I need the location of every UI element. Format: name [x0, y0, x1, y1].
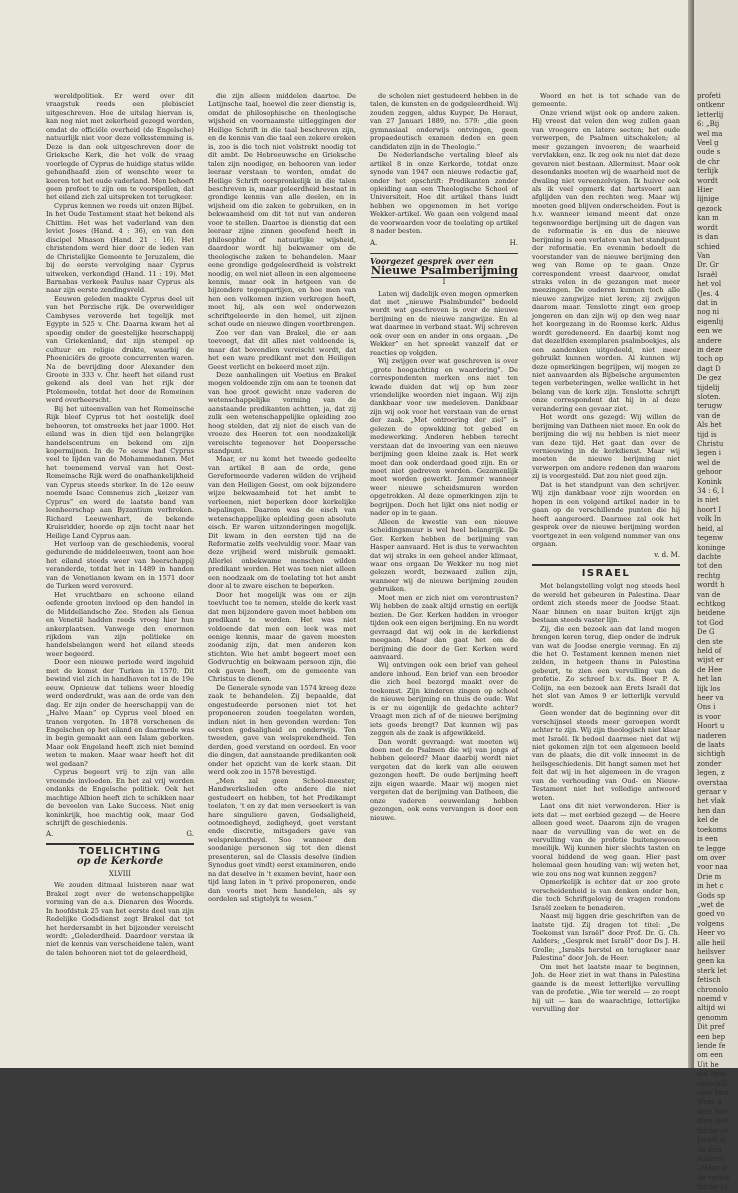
- paragraph: Cyprus begeert vrij te zijn van alle vreemde invloeden. En het zal vrij worden ondanks de Engelsche politiek. Ook het machtige Albion heeft zich te schikken naar de beveelen van Lake Success. Niet enig koninkrijk, hoe machtig ook, maar God schrijft de geschiedenis.: [46, 768, 194, 827]
- paragraph: Door het mogelijk was om er zijn toevlucht toe te nemen, stelde de kerk vast dat men bijzondere gaven moet hebben om predikant te worden. Het was niet voldoende dat men een leek was met eenige kennis, maar de gaven moesten zoodanig zijn, dat men anderen kon stichten. Wie het ambt begeert moet een Godvruchtig en bekwaam persoon zijn, die ook gaven heeft, om de gemeente van Christus te dienen.: [208, 590, 356, 684]
- article-title-line2: [370, 263, 518, 277]
- adjacent-page-fragment: [694, 0, 738, 1192]
- column-1: [46, 92, 194, 957]
- paragraph: Het wordt ons gezegd: Wij willen de berijming van Datheen niet meer. En ook de berijming die wij nu hebben is niet meer van deze tijd. Het gaat dan over de vernieuwing in de kerkdienst. Maar wij moeten de nieuwe berijming niet verwerpen om andere redenen dan waarom zij is voorgesteld. Dat zou niet goed zijn.: [532, 413, 680, 481]
- paragraph: Laat ons dit niet verwonderen. Hier is iets dat — met eerbied gezegd — de Heere alleen goed weet. Daarom zijn de vragen naar de vervulling van de wet en de vervulling van de profetie buitengewoon moeilijk. Wij kunnen hier slechts tasten en vooral biddend de weg gaan. Hier past helemaal geen houding van: wij weten het, wie zou ons nog wat kunnen zeggen?: [532, 802, 680, 878]
- paragraph: Geen wonder dat de beginning over dit verschijnsel steeds meer geroepen wordt achter te zijn. Wij zijn theologisch niet klaar met Israël. Ik bedoel daarmee niet dat wij niet gekomen zijn tot een algemeen beeld van de plaats, die dit volk inneemt in de heilsgeschiedenis. Dit hangt samen met het feit dat wij in het algemeen in de vragen van de verhouding van Oud- en Nieuw-Testament niet het volledige antwoord weten.: [532, 709, 680, 802]
- section-title: TOELICHTING: [78, 845, 162, 857]
- col3-paragraphs: [370, 92, 518, 236]
- paragraph: Door een nieuwe periode werd ingeluid met de komst der Turken in 1570. Dit bewind viel zich in handhaven tot in de 19e eeuw. Opnieuw dat teliens weer bloedig werd onderdrukt, was aan de orde van den dag. Er zijn onder de heerschappij van de „Halve Maan” op Cyprus veel bloed en tranen vergoten. In 1878 verschenen de Engelschen op het eiland en daarmede was in begin gemaakt aan een Islam geborken. Maar ook Engeland heeft zich niet bemind weten te maken. Maar waar heeft het dit wel gedaan?: [46, 658, 194, 768]
- paragraph: Wij zwijgen over wat geschreven is over „grote hoogachting en waardering”. De correspondenten merken ons niet ten kwade duiden dat wij op hun zeer vriendelijke woorden niet ingaan. Wij zijn dankbaar voor uw medeleven. Dankbaar zijn wij ook voor het verstaan van de ernst der zaak. „Met ontroering der ziel” is gelezen de opwekking tot gebed en medewerking. Anderen hebben terecht verstaan dat de invoering van een nieuwe berijming geen kleine zaak is. Het werk moet dan ook onderdaad goed zijn. En er moet niet gedreven worden. Gezamenlijk moet worden gewerkt. Jammer wanneer weer nieuwe scheidsmuren worden opgetrokken. Al deze opmerkingen zijn te begrijpen. Doch het lijkt ons niet nodig er nader op in te gaan.: [370, 357, 518, 518]
- paragraph: Het verloop van de geschiedenis, vooral gedurende de middeleeuwen, toont aan hoe het eiland steeds weer van heerschappij veranderde, totdat het in 1489 in handen van de Venetianen kwam en in 1571 door de Turken werd veroverd.: [46, 540, 194, 591]
- col2-paragraphs: [208, 92, 356, 904]
- col1-paragraphs: [46, 92, 194, 827]
- col3-signature: [370, 239, 518, 247]
- article-title-text: Nieuwe Psalmberijming: [370, 263, 518, 277]
- col4-israel-paragraphs: [532, 582, 680, 1013]
- paragraph: Alleen de kwestie van een nieuwe scheidingsmuur is wel heel belangrijk. De Ger. Kerken hebben de berijming van Hasper aanvaard. Het is dus te verwachten dat wij straks in een geheel ander klimaat, waar ons orgaan De Wekker nu nog niet gelezen wordt, bezwaard zullen zijn, wanneer wij de nieuwe berijming zouden gebruiken.: [370, 517, 518, 594]
- paragraph: Laten wij dadelijk even mogen opmerken dat met „nieuwe Psalmbundel” bedoeld wordt wat geschreven is over de nieuwe berijming en de nieuwe zangwijze. En al wat daarmee in verband staat. Wij schreven ook over een en ander in ons orgaan. „De Wekker” en het spreekt vanzelf dat er reacties op volgden.: [370, 289, 518, 357]
- column-3: [370, 92, 518, 822]
- paragraph: Opmerkelijk is echter dat er zoo grote verscheidenheid is van denken onder hen, die toch Schriftgelovig de vragen rondom Israël zoeken te benaderen.: [532, 878, 680, 912]
- col4-paragraphs: [532, 92, 680, 548]
- paragraph: Moet men er zich niet om verontrusten? Wij hebben de zaak altijd ernstig en eerlijk bezien. De Ger. Kerken hadden in vroeger tijden ook een eigen berijming. En nu wordt gevraagd dat wij ook in de kerkdienst meegaan. Maar dan gaat het om de berijming die door de Ger. Kerken werd aanvaard.: [370, 593, 518, 661]
- sig-left: A.: [46, 830, 54, 839]
- israel-rule: [532, 564, 680, 566]
- adjacent-page-text: profeti ontkenr letterlij 6: „Bij wel ma Veel g oude s de chr terlijk wordt Hier lijnige gezock kan m wordt is dan schied Van Dr. Gr Israël het vol (Jes. 4 dat in nog ni eigenlij een we andere in deze toch op dagt D De gez tijdelij sloten. terugw van de Als het tijd is Christu legen i wel de gehoor Konink 34 : 6, l is niet hoort I volk In heid, al tegenw koninge dachte tot den rechtg wordt h van de echtkog beidene tot God De G den ste held of wijst er de Hee het lan lijk los heer va Ons i is voor Hoort u naderen de laats sichtigh zonder legen, z overstaa geraar v het vlak hen dan kel de toekoms is een te legge om over voor naa Drie m in het c Gods sp „wet de goed vo volgens Heer vo alle heil heilsver geen ka sterk let fetisch chronolo noemd v altijd wi genomm Dit pref een bep lende fe om een Uit he dat beid verschill over Isra Weer a ders bov dien stel tische pe Israël al de Kna Aalders „Maar w de verwe tische to: [697, 92, 730, 1192]
- col4-signature: [532, 551, 680, 559]
- col1-section-paragraphs: [46, 881, 194, 957]
- article-number: I: [442, 278, 446, 287]
- col3-article-paragraphs: [370, 290, 518, 823]
- paragraph: „Men zal geen School-meester, Handwerkslieden ofte andere die niet gestudeert en hebben, tot het Predikampt toelaten, 't en zy dat men verseekert is van hare singuliere gaven, Godsaligheid, ootmoedigheyd, zedigheyd, goet verstant ende discretie, mitsgaders gave van welsprekentheyd. Soo wanneer den soodanige personen sig tot den dienst presenteren, sal de Classis deselve (indien Synodus goet vindt) eerst examineren, ende na dat deselve in 't examen bevint, haer een tijd lang laten in 't privé proponeren, ende dan voorts met hem handelen, als sy oordelen sal stigtelyk te wesen.”: [208, 776, 356, 904]
- paragraph: Zij, die een bezoek aan dat land mogen brengen keren terug, diep onder de indruk van wat de Joodse energie vermag. En zij die het O. Testament kennen menen niet zelden, in hetgeen thans in Palestina gebeurt, te zien een vervulling van de profetie. Zo schreef b.v. ds. Beer P. A. Colijn, na een bezoek aan Erets Israël dat het slot van Amos 9 er letterlijk vervuld wordt.: [532, 624, 680, 709]
- article-rule: [370, 253, 518, 254]
- article-title-line1: Voorgezet gesprek over een: [370, 256, 494, 267]
- column-2: [208, 92, 356, 904]
- section-rule: [46, 843, 194, 845]
- paragraph: wereldpolitiek. Er werd over dit vraagstuk reeds een plebisciet uitgeschreven. Hoe de uitslag hiervan is, kan nog niet met zekerheid gezegd worden, omdat de officiële overheid (de Engelsche) natuurlijk niet voor deze volksstemming is. Deze is dan ook uitgeschreven door de Grieksche Kerk, die het volk de vraag voorlegde of Cyprus de huidige status wilde gehandhaafd zien of wenschte weer te keeren tot het oude vaderland. Men behoeft geen profeet te zijn om te voorspellen, dat het eiland zich zal uitspreken tot terugkeer.: [46, 92, 194, 202]
- section-subtitle: op de Kerkorde: [76, 856, 164, 868]
- sig-author: v. d. M.: [654, 551, 680, 560]
- paragraph: Eeuwen geleden maakte Cyprus deel uit van het Perzische rijk. De overweldiger Cambyses veroverde het tegelijk met Egypte in 525 v. Chr. Daarna kwam het al spoedig onder de geestelijke heerschappij van Griekenland, dat zijn stempel op cultuur en religie drukte, waarbij de Phoeniciërs de groote concurrenten waren. Na de bevrijding door Alexander den Groote in 333 v. Chr. heeft het eiland rust gekend als deel van het rijk der Ptolemeeën, totdat het door de Romeinen werd overheerscht.: [46, 294, 194, 405]
- sig-left: A.: [370, 238, 378, 247]
- paragraph: Om met het laatste maar te beginnen, Joh. de Heer ziet in wat thans in Palestina gaande is de meest letterlijke vervulling van de profetie. „Wie ter wereld — zo roept hij uit — kan de waarachtige, letterlijke vervulling der: [532, 962, 680, 1014]
- paragraph: Naast mij liggen drie geschriften van de laatste tijd. Zij dragen tot titel: „De Toekomst van Israël” door Prof. Dr. G. Ch. Aalders; „Gesprek met Israël” door Ds J. H. Grolle; „Israëls herstel en terugkeer naar Palestina” door Joh. de Heer.: [532, 912, 680, 963]
- paragraph: Onze vriend wijst ook op andere zaken. Hij vreest dat velen den weg zullen gaan van vroegere en latere secten; het oude verwerpen, de Psalmen uitschakelen; al meer gezangen invoeren; de waarheid vervlakken, enz. Ik zeg ook nu niet dat deze gevaren niet bestaan. Allerminst. Maar ook desondanks moeten wij de waarheid met de dwaling niet vereenzelvigen. Ik huiver ook als ik veel opmerk dat hartsvoert aan afglijden van den rechten weg. Maar wij moeten goed blijven onderscheiden. Fout is h.v. wanneer iemand meent dat onze tegenwoordige berijming uit de dagen van de reformatie is en dus de nieuwe berijming is een verlaten van het standpunt der reformatie. En evenmin bedoelt de voorstander van de nieuwe berijming den weg van Rome op te gaan. Onze correspondent vreest daarvoor, omdat straks velen in de gezangen met meer meezingen. De ouderen kunnen toch alle nieuwe zangwijze niet leren; zij zwijgen daarom maar. Tenslotte zingt een groep jongeren en dan zijn wij op den weg naar het koorgezang in de Roomse kerk. Aldus wordt geredeneerd. En daarbij komt nog dat dezelfden exemplaren psalmboekjes, als een aandenken uitgedeeld, niet meer gebruikt kunnen worden. Al kunnen wij deze opmerkingen begrijpen, wij mogen ze niet aanvaarden als Bijbelsche argumenten tegen verbeteringen, welke wellicht in het belang van de kerk zijn. Tenslotte schrijft onze correspondent dat hij in al deze verandering een gevaar ziet.: [532, 108, 680, 413]
- col1-signature: [46, 830, 194, 838]
- column-4: [532, 92, 680, 1013]
- section-number: XLVIII: [108, 869, 132, 878]
- paragraph: de scholen niet gestudeerd hebben in de talen, de kunsten en de godgeleerdheid. Wij zouden zeggen, aldus Kuyper, De Heraut, van 27 Januari 1889, no. 579: „die geen gymnasiaal onderwijs ontvingen, geen propaedeutisch examen deden en geen candidaten zijn in de Theologie.”: [370, 92, 518, 151]
- paragraph: die zijn alleen middelen daartoe. De Latijnsche taal, hoewel die zeer dienstig is, omdat de philosophische en theologische wijsheid en voornaamste uitleggingen der Heilige Schrift in die taal beschreven zijn, en de kennis van die taal een zekere ereken is, zoo is die toch niet volstrekt noodig tot dit ambt. De Hebreeuwsche en Grieksche talen zijn noodiger, en behooren van ieder leeraar verstaan te worden, omdat de Heilige Schrift oorspronkelijk in die talen beschreven is, maar geleerdheid bestaat in grondige kennis van alle deelen, en in wijsheid om die zaken te gebruiken, en in bekwaamheid om dit tot nut van anderen voor te stellen. Daartoe is dienstig dat een leeraar zijne zinnen geoefend heeft in philosophie of natuurlijke wijsheid, daardoor wordt hij bekwamer om de theologische zaken te behandelen. Maar eene grondige godgeleerdheid is volstrekt noodig, en wel niet alleen in een algemeene kennis, maar ook in hetgeen van de bijzondere tegenpartijen, en hoe men van hen een volkomen inzien verkregen heeft, moet hij, als een wel onderwezen schriftgeleerde in den hemel, uit zijnen schat oude en nieuwe dingen voortbrengen.: [208, 92, 356, 329]
- sig-right: H.: [509, 238, 518, 247]
- paragraph: Deze aanhalingen uit Voetius en Brakel mogen voldoende zijn om aan te toonen dat van hoe groot gewicht onze vaderen de wetenschappelijke vorming van de aanstaande predikanten achtten, ja, dat zij zulk een wetenschappelijke opleiding zoo hoog stelden, dat zij niet de eisch van de vreeze des Heeren tot een noodzakelijk vereischte tegenover het Dooperssche standpunt.: [208, 370, 356, 456]
- paragraph: Zoo ver dan van Brakel, die er aan toevoegt, dat dit alles niet voldoende is, maar dat bovendien vereischt wordt, dat het een ware predikant met den Heiligen Geest verlicht en bekeerd moet zijn.: [208, 328, 356, 371]
- paragraph: Bij het uiteenvallen van het Romeinsche Rijk bleef Cyprus tot het oostelijk deel behooren, tot omstreeks het jaar 1000. Het eiland was in dien tijd een belangrijke handelscentrum en bekend om zijn kopermijnen. In de 7e eeuw had Cyprus veel te lijden van de Mohammedanen. Met het toenemend verval van het Oost-Romeinsche Rijk werd de onafhankelijkheid van Cyprus steeds sterker. In de 12e eeuw noemde Isaac Comnenus zich „keizer van Cyprus” en werd de laatste band van leenheerschap aan Byzantium verbroken. Richard Leeuwenhart, de bekende Kruisridder, hoorde op zijn tocht naar het Heilige Land Cyprus aan.: [46, 404, 194, 540]
- sig-right: G.: [186, 830, 194, 839]
- paragraph: Maar, er nu komt het tweede gedeelte van artikel 8 aan de orde, gene Gereformeerde vaderen wilden de vrijheid van den Heiligen Geest, om ook bijzondere wijze bekwaamheid tot het ambt te verleenen, niet beperken door kerkelijke bepalingen. Daarom was de eisch van wetenschappelijke opleiding geen absolute eisch. Er waren uitzonderingen mogelijk. Dit kwam in den eersten tijd na de Reformatie zelfs veelvuldig voor. Maar van deze vrijheid werd misbruik gemaakt. Allerlei onbekwame menschen wilden predikant worden. Het was toen niet alleen een noodzaak om de toelating tot het ambt door al te zware eischen te beperken.: [208, 455, 356, 591]
- paragraph: Wij ontvingen ook een brief van geheel andere inhoud. Een brief van een broeder die zich heel bezorgd maakt over de toekomst. Zijn kinderen zingen op school de nieuwe berijming en thuis de oude. Wat is er nu eigenlijk de gedachte achter? Vraagt men zich af of de nieuwe berijming iets goeds brengt? Dat kunnen wij pas zeggen als de zaak is afgewikkeld.: [370, 661, 518, 738]
- paragraph: Met belangstelling volgt nog steeds heel de wereld het gebeuren in Palestina. Daar ordent zich steeds meer de Joodse Staat. Naar binnen en naar buiten krijgt zijn bestaan steeds vaster lijn.: [532, 582, 680, 625]
- paragraph: We zouden ditmaal luisteren naar wat Brakel zegt over de wetenschappelijke vorming van de a.s. Dienaren des Woords. In hoofdstuk 25 van het eerste deel van zijn Redelijke Godsdienst zegt Brakel dat tot het herdersambt in het bijzonder vereischt wordt: „Gelederdheid. Daardoor verstaa ik niet de kennis van verscheidene talen, want de talen behooren niet tot de geleerdheid,: [46, 881, 194, 957]
- paragraph: De Nederlandsche vertaling bleef als artikel 8 in onze Kerkorde, totdat onze synode van 1947 een nieuwe redactie gaf, onder het opschrift: Predikanten zonder opleiding aan een Theologische School of Universiteit. Hoe dit artikel thans luidt hebben we opgenomen in het vorige Wekker-artikel. We gaan een volgend maal de voorwaarden voor de toelating op artikel 8 nader besten.: [370, 151, 518, 236]
- paragraph: Dan wordt gevraagd: wat moeten wij doen met de Psalmen die wij van jongs af hebben geleerd? Maar daarbij wordt niet vergeten dat de kerk van alle eeuwen gezongen heeft. De oude berijming heeft zijn eigen waarde. Maar wij mogen niet vergeten dat de berijming van Datheen, die onze vaderen eeuwenlang hebben gezongen, ook eens vervangen is door een nieuwe.: [370, 737, 518, 822]
- paragraph: Het vruchtbare en schoone eiland oefende grooten invloed op den handel in de Middellandsche Zee. Steden als Genua en Venetië hadden reeds vroeg hier hun ankerplaatsen. Vanwege den enormen rijkdom van zijn politieke en handelsbelangen werd het eiland steeds weer begeerd.: [46, 590, 194, 658]
- paragraph: Dat is het standpunt van den schrijver. Wij zijn dankbaar voor zijn woorden en hopen in een volgend artikel nader in te gaan op de verschillende punten die hij heeft aangeroerd. Daarmee zal ook het gesprek over de nieuwe berijming worden voortgezet in een volgend nummer van ons orgaan.: [532, 480, 680, 549]
- paragraph: Woord en het is tot schade van de gemeente.: [532, 92, 680, 109]
- paragraph: Cyprus kennen we reeds uit onzen Bijbel. In het Oude Testament staat het bekend als Chittim. Het was het vaderland van den leviet Joses (Hand. 4 : 36), en van den discipel Mnason (Hand. 21 : 16). Het christendom werd hier door de leden van de Christelijke Gemeente te Jeruzalem, die bij de eerste vervolging naar Cyprus uitweken, verkondigd (Hand. 11 : 19). Met Barnabas verkeek Paulus naar Cyprus als naar zijn eerste zendingsveld.: [46, 201, 194, 295]
- israel-title: ISRAEL: [581, 567, 631, 579]
- paragraph: De Generale synode van 1574 kreeg deze zaak te behandelen. Zij bepaalde, dat ongestudeerde personen niet tot het proponeeren zouden toegelaten worden, indien niet in hen gevonden werden: Ten eersten godsaligheid en onderwijs. Ten tweeden, gave van welsprekendheid. Ten derden, goed verstand en oordeel. En voor die dingen, dat aanstaande predikanten ook onder het opzicht van de kerk staan. Dit werd ook zoo in 1578 bevestigd.: [208, 683, 356, 777]
